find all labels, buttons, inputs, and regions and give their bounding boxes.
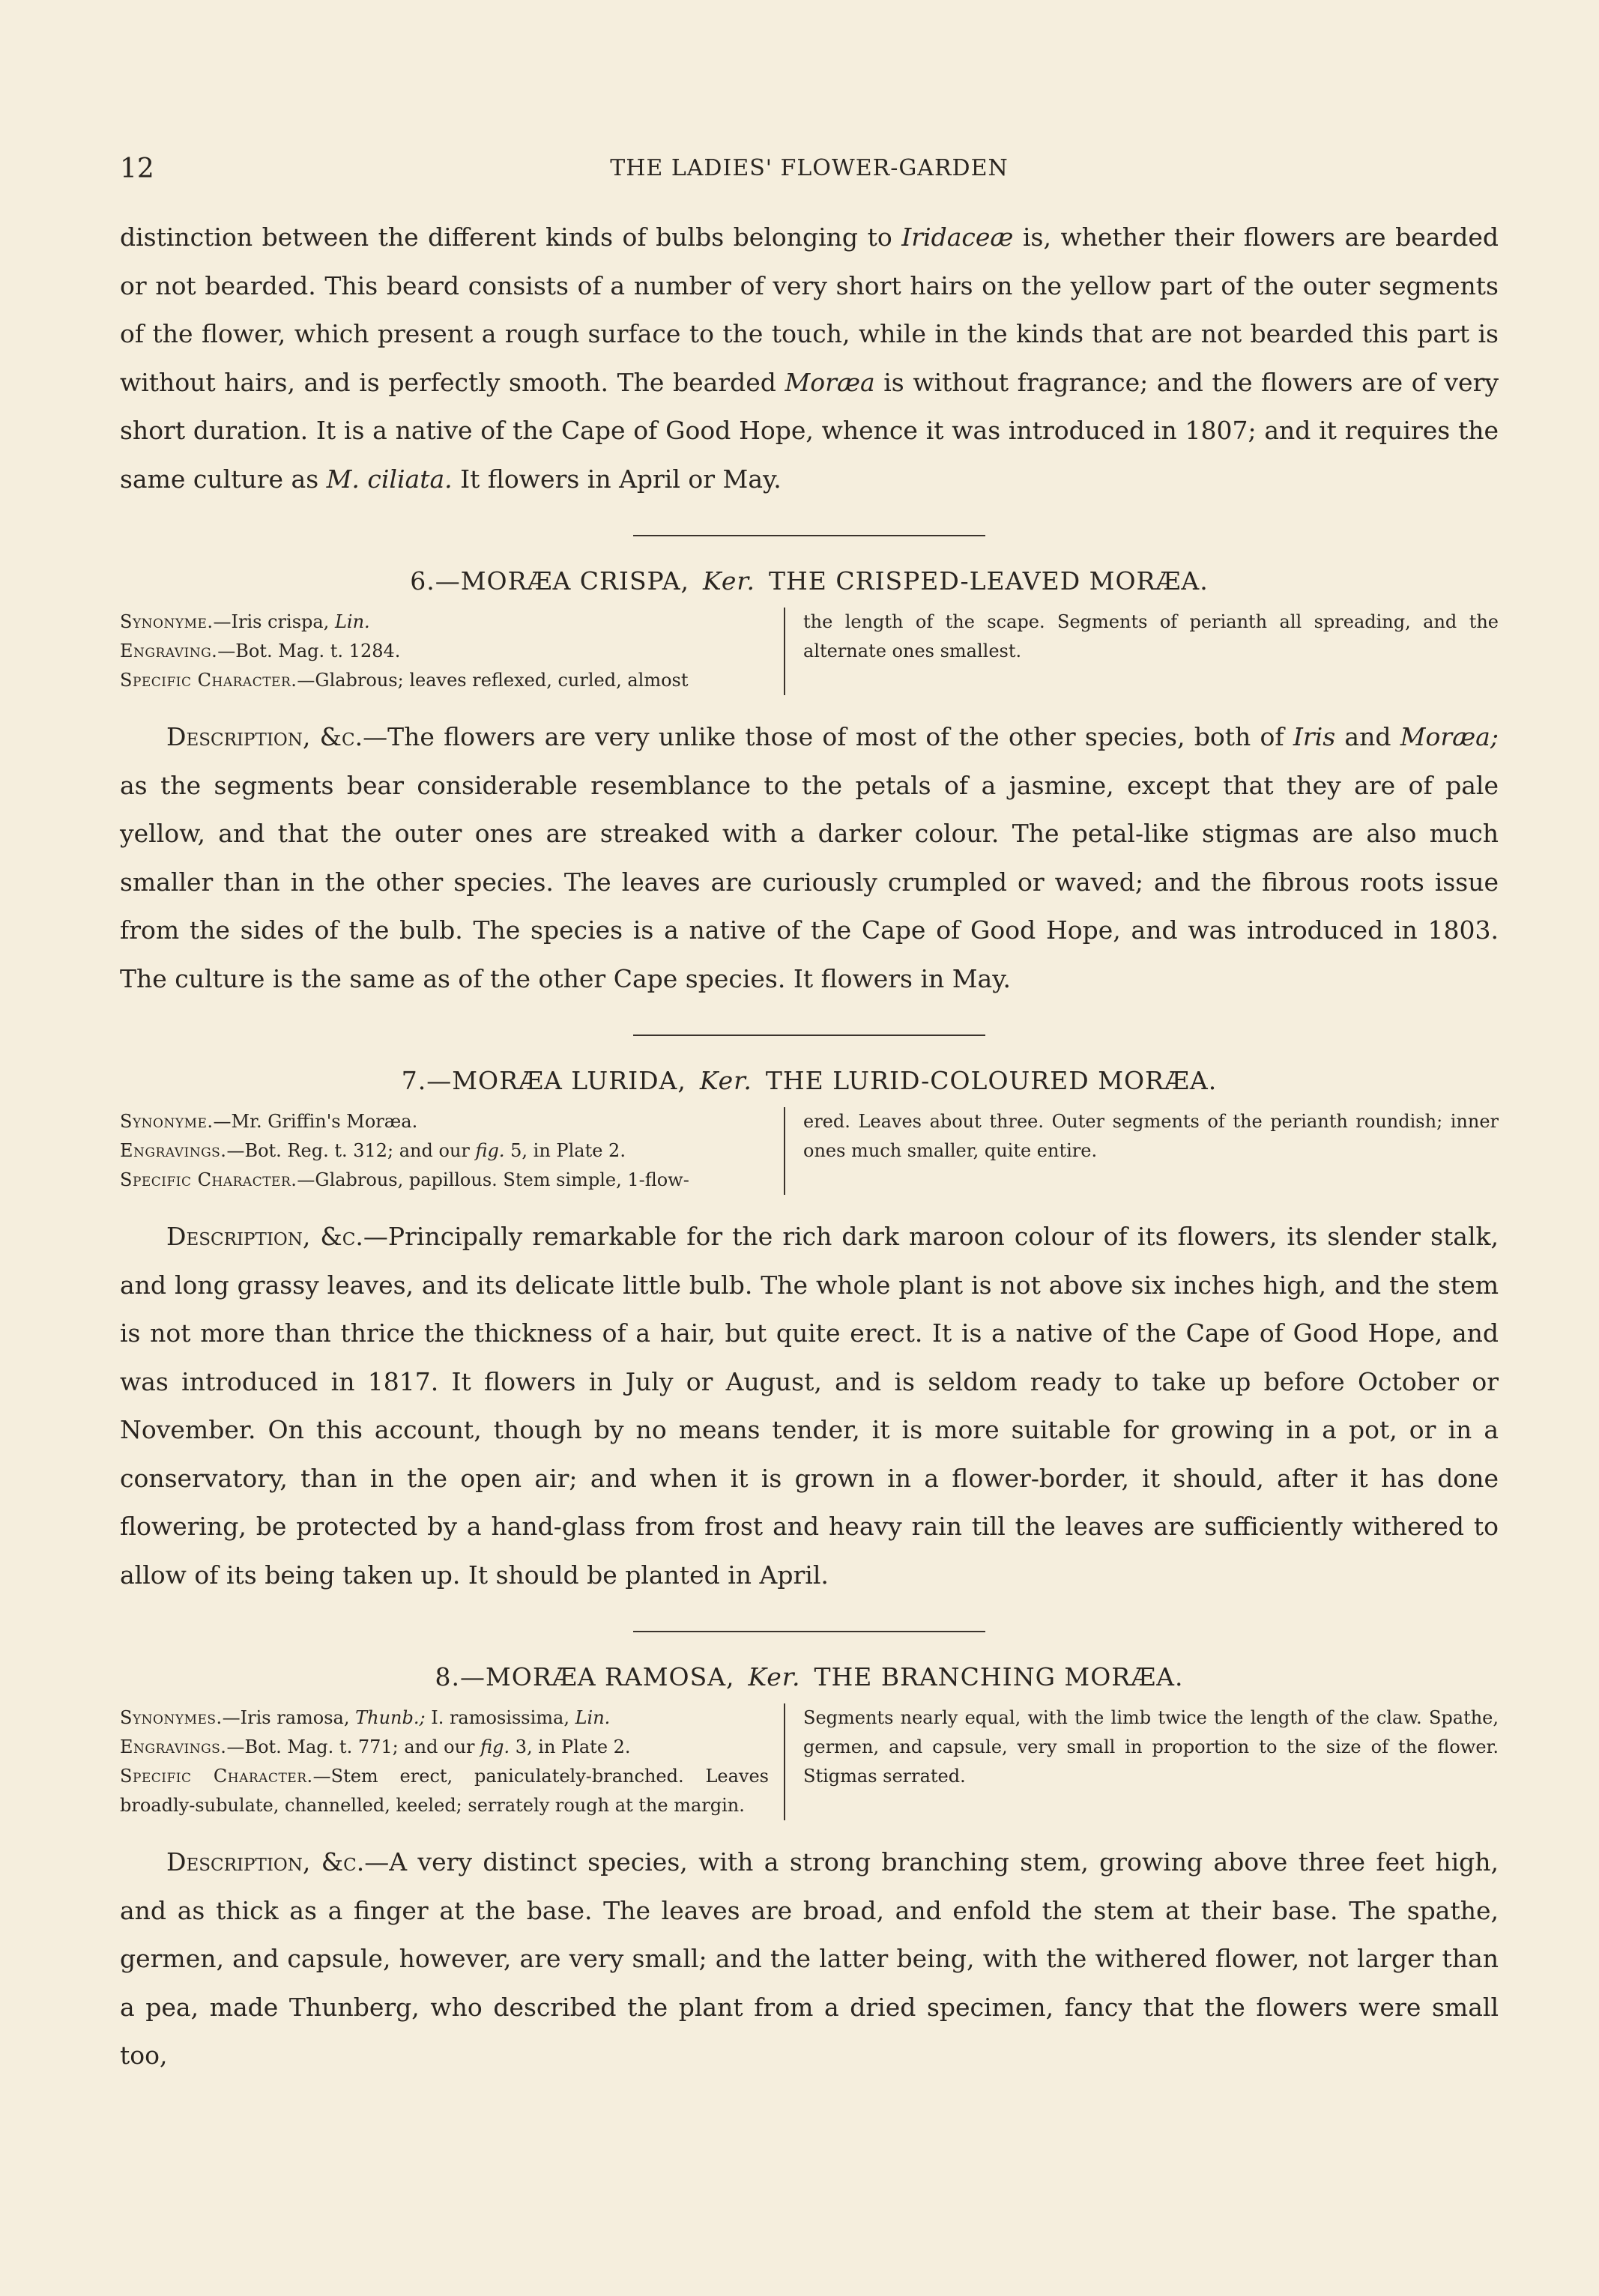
right-text: the length of the scape. Segments of perianth all spreading, and the alternate ones smallest. <box>803 611 1499 661</box>
engraving-label: Engraving. <box>120 640 218 661</box>
engraving-rest: 3, in Plate 2. <box>510 1736 631 1757</box>
intro-iridaceae: Iridaceæ <box>901 222 1014 252</box>
species-author: Ker. <box>703 566 755 596</box>
synonyme-text-2: I. ramosissima, <box>425 1707 575 1728</box>
page-number: 12 <box>120 154 154 184</box>
notes-right-column <box>785 1703 1499 1820</box>
specific-label: Specific Character. <box>120 1169 297 1190</box>
notes-left-column <box>120 1703 785 1820</box>
description-paragraph <box>120 1213 1499 1599</box>
description-text-1: —A very distinct species, with a strong branching stem, growing above three feet high, and as thick as a finger at the base. The leaves are broad, and enfold the stem at their base. The spathe, germen, and capsule, however, are very small; and the latter being, with the withered flower, not larger than a pea, made Thunberg, who described the plant from a dried specimen, fancy that the flowers were small too, <box>120 1847 1499 2070</box>
synonyme-label: Synonymes. <box>120 1707 223 1728</box>
intro-text-3: is without fragrance; and the flowers are of very short duration. It is a native of the Cape of Good Hope, whence it was introduced in 1807; and it requires the same culture as <box>120 367 1499 494</box>
notes-right-column <box>785 608 1499 695</box>
intro-ciliata: M. ciliata. <box>326 464 453 494</box>
specific-label: Specific Character. <box>120 670 297 691</box>
specific-line <box>120 666 769 695</box>
description-label: Description, &c. <box>166 722 363 751</box>
intro-text-1: distinction between the different kinds of bulbs belonging to <box>120 222 902 252</box>
description-text-2: as the segments bear considerable resemblance to the petals of a jasmine, except that they are of pale yellow, and that the outer ones are streaked with a darker colour. The petal-like stigmas are also much smaller than in the other species. The leaves are curiously crumpled or waved; and the fibrous roots issue from the sides of the bulb. The species is a native of the Cape of Good Hope, and was introduced in 1803. The culture is the same as of the other Cape species. It flowers in May. <box>120 770 1499 993</box>
description-label: Description, &c. <box>166 1847 365 1877</box>
specific-text: —Glabrous, papillous. Stem simple, 1-flow- <box>297 1169 689 1190</box>
species-name: 6.—MORÆA CRISPA, <box>410 566 690 596</box>
synonyme-label: Synonyme. <box>120 1111 214 1132</box>
specific-label: Specific Character. <box>120 1766 313 1787</box>
section-divider <box>633 535 985 536</box>
synonyme-text: —Mr. Griffin's Moræa. <box>213 1111 418 1132</box>
species-name: 7.—MORÆA LURIDA, <box>401 1066 686 1095</box>
specific-line <box>120 1762 769 1820</box>
species-common-name: THE BRANCHING MORÆA. <box>814 1662 1184 1691</box>
species-author: Ker. <box>748 1662 801 1691</box>
specific-text: —Stem erect, paniculately-branched. Leaves broadly-subulate, channelled, keeled; serrately rough at the margin. <box>120 1766 769 1816</box>
species-notes <box>120 1703 1499 1820</box>
description-label: Description, &c. <box>166 1222 363 1251</box>
engraving-rest: 5, in Plate 2. <box>504 1140 626 1161</box>
engraving-fig: fig. <box>475 1140 505 1161</box>
species-heading <box>120 1662 1499 1691</box>
notes-left-column <box>120 1107 785 1195</box>
synonyme-author: Lin. <box>334 611 370 632</box>
description-text-1: —The flowers are very unlike those of most of the other species, both of <box>363 722 1293 751</box>
engraving-text: —Bot. Reg. t. 312; and our <box>226 1140 476 1161</box>
description-text-1: —Principally remarkable for the rich dark maroon colour of its flowers, its slender stalk, and long grassy leaves, and its delicate little bulb. The whole plant is not above six inches high, and the stem is not more than thrice the thickness of a hair, but quite erect. It is a native of the Cape of Good Hope, and was introduced in 1817. It flowers in July or August, and is seldom ready to take up before October or November. On this account, though by no means tender, it is more suitable for growing in a pot, or in a conservatory, than in the open air; and when it is grown in a flower-border, it should, after it has done flowering, be protected by a hand-glass from frost and heavy rain till the leaves are sufficiently withered to allow of its being taken up. It should be planted in April. <box>120 1222 1499 1590</box>
synonyme-line <box>120 1703 769 1733</box>
species-common-name: THE LURID-COLOURED MORÆA. <box>765 1066 1218 1095</box>
species-notes <box>120 1107 1499 1195</box>
synonyme-author: Thunb.; <box>355 1707 426 1728</box>
engraving-label: Engravings. <box>120 1140 227 1161</box>
engraving-fig: fig. <box>480 1736 510 1757</box>
description-paragraph <box>120 1838 1499 2080</box>
engraving-text: —Bot. Mag. t. 771; and our <box>226 1736 481 1757</box>
section-divider <box>633 1035 985 1036</box>
engraving-line <box>120 637 769 666</box>
description-paragraph <box>120 713 1499 1003</box>
species-author: Ker. <box>699 1066 752 1095</box>
synonyme-author-2: Lin. <box>575 1707 611 1728</box>
notes-right-column <box>785 1107 1499 1195</box>
specific-line <box>120 1166 769 1195</box>
synonyme-label: Synonyme. <box>120 611 214 632</box>
right-text: ered. Leaves about three. Outer segments of the perianth roundish; inner ones much smaller, quite entire. <box>803 1111 1499 1161</box>
intro-text-4: It flowers in April or May. <box>452 464 782 494</box>
synonyme-line <box>120 608 769 637</box>
running-head <box>120 146 1499 191</box>
species-heading <box>120 1066 1499 1095</box>
specific-text: —Glabrous; leaves reflexed, curled, almost <box>297 670 689 691</box>
intro-moraea: Moræa <box>785 367 875 397</box>
notes-left-column <box>120 608 785 695</box>
synonyme-line <box>120 1107 769 1136</box>
description-and: and <box>1335 722 1400 751</box>
page <box>120 146 1499 2080</box>
description-moraea: Moræa; <box>1400 722 1499 751</box>
intro-paragraph <box>120 213 1499 503</box>
header-title: THE LADIES' FLOWER-GARDEN <box>610 155 1009 181</box>
species-heading <box>120 566 1499 596</box>
species-name: 8.—MORÆA RAMOSA, <box>435 1662 735 1691</box>
intro-text-2: is, whether their flowers are bearded or not bearded. This beard consists of a number of very short hairs on the yellow part of the outer segments of the flower, which present a rough surface to the touch, while in the kinds that are not bearded this part is without hairs, and is perfectly smooth. The bearded <box>120 222 1499 397</box>
engraving-text: —Bot. Mag. t. 1284. <box>217 640 401 661</box>
description-iris: Iris <box>1293 722 1336 751</box>
right-text: Segments nearly equal, with the limb twice the length of the claw. Spathe, germen, and capsule, very small in proportion to the size of the flower. Stigmas serrated. <box>803 1707 1499 1787</box>
section-divider <box>633 1631 985 1632</box>
synonyme-text: —Iris ramosa, <box>222 1707 356 1728</box>
engraving-line <box>120 1733 769 1762</box>
engraving-label: Engravings. <box>120 1736 227 1757</box>
engraving-line <box>120 1136 769 1166</box>
synonyme-text: —Iris crispa, <box>213 611 335 632</box>
species-notes <box>120 608 1499 695</box>
species-common-name: THE CRISPED-LEAVED MORÆA. <box>768 566 1209 596</box>
